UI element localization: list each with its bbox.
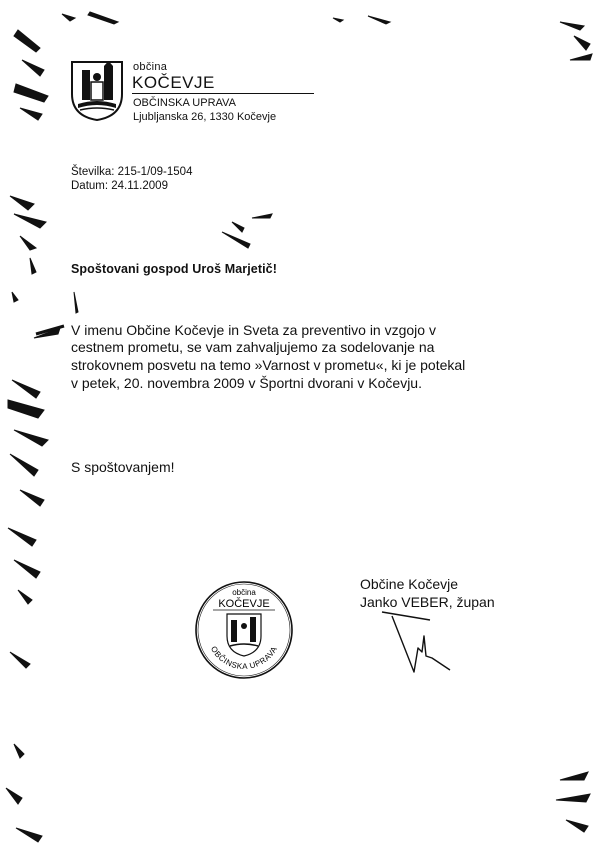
closing: S spoštovanjem!	[71, 459, 175, 475]
reference-date: Datum: 24.11.2009	[71, 180, 168, 192]
municipality-crest-logo	[70, 60, 124, 122]
signatory-organization: Občine Kočevje	[360, 576, 459, 592]
body-line: V imenu Občine Kočevje in Sveta za preventivo in vzgojo v	[71, 322, 436, 338]
stamp-top-text: občina	[232, 588, 256, 597]
letterhead-municipality-label: občina	[133, 61, 168, 73]
handwritten-signature	[378, 606, 454, 678]
body-line: v petek, 20. novembra 2009 v Športni dvorani v Kočevju.	[71, 375, 422, 391]
letterhead-divider	[132, 93, 314, 94]
letterhead-address: Ljubljanska 26, 1330 Kočevje	[133, 111, 277, 123]
signatory-name: Janko VEBER, župan	[360, 594, 495, 610]
letterhead-municipality-name: KOČEVJE	[132, 73, 215, 92]
salutation: Spoštovani gospod Uroš Marjetič!	[71, 262, 278, 276]
body-line: cestnem prometu, se vam zahvaljujemo za sodelovanje na	[71, 339, 435, 355]
body-line: strokovnem posvetu na temo »Varnost v prometu«, ki je potekal	[71, 357, 466, 373]
official-stamp	[193, 580, 295, 680]
letterhead-office: OBČINSKA UPRAVA	[133, 97, 236, 109]
stamp-name: KOČEVJE	[218, 598, 270, 610]
reference-number: Številka: 215-1/09-1504	[71, 166, 193, 178]
stamp-bottom-text: OBČINSKA UPRAVA	[208, 644, 280, 672]
